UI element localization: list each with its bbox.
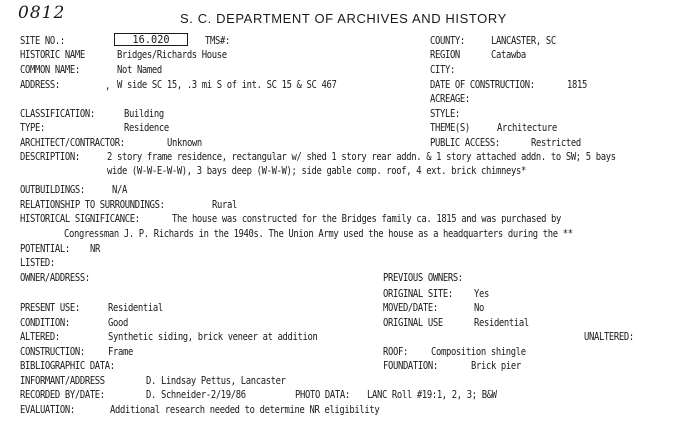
original-use-label: ORIGINAL USE xyxy=(383,317,443,329)
owner-address-label: OWNER/ADDRESS: xyxy=(20,272,90,284)
historic-name-value: Bridges/Richards House xyxy=(117,49,227,61)
unaltered-label: UNALTERED: xyxy=(584,331,634,343)
classification-label: CLASSIFICATION: xyxy=(20,108,95,120)
moved-date-label: MOVED/DATE: xyxy=(383,302,438,314)
classification-value: Building xyxy=(124,108,164,120)
site-no-label: SITE NO.: xyxy=(20,35,65,47)
moved-date-value: No xyxy=(474,302,484,314)
historical-significance-line-2: Congressman J. P. Richards in the 1940s. The Union Army used the house as a headquarters during the ** xyxy=(64,228,573,240)
evaluation-value: Additional research needed to determine NR eligibility xyxy=(110,404,380,416)
date-of-construction-value: 1815 xyxy=(567,79,587,91)
original-use-value: Residential xyxy=(474,317,529,329)
informant-label: INFORMANT/ADDRESS xyxy=(20,375,105,387)
historic-name-label: HISTORIC NAME xyxy=(20,49,85,61)
foundation-label: FOUNDATION: xyxy=(383,360,438,372)
card-number: 0812 xyxy=(18,3,66,23)
architect-label: ARCHITECT/CONTRACTOR: xyxy=(20,137,125,149)
condition-value: Good xyxy=(108,317,128,329)
original-site-label: ORIGINAL SITE: xyxy=(383,288,453,300)
roof-label: ROOF: xyxy=(383,346,408,358)
header-title: S. C. DEPARTMENT OF ARCHIVES AND HISTORY xyxy=(180,11,507,26)
description-label: DESCRIPTION: xyxy=(20,151,80,163)
condition-label: CONDITION: xyxy=(20,317,70,329)
site-no-value: 16.020 xyxy=(132,34,170,46)
relationship-label: RELATIONSHIP TO SURROUNDINGS: xyxy=(20,199,165,211)
region-value: Catawba xyxy=(491,49,526,61)
potential-label: POTENTIAL: xyxy=(20,243,70,255)
type-value: Residence xyxy=(124,122,169,134)
tms-label: TMS#: xyxy=(205,35,230,47)
date-of-construction-label: DATE OF CONSTRUCTION: xyxy=(430,79,535,91)
present-use-value: Residential xyxy=(108,302,163,314)
style-label: STYLE: xyxy=(430,108,460,120)
architect-value: Unknown xyxy=(167,137,202,149)
photo-data-value: LANC Roll #19:1, 2, 3; B&W xyxy=(367,389,497,401)
city-label: CITY: xyxy=(430,64,455,76)
public-access-label: PUBLIC ACCESS: xyxy=(430,137,500,149)
relationship-value: Rural xyxy=(212,199,237,211)
original-site-value: Yes xyxy=(474,288,489,300)
address-mark: , xyxy=(105,80,110,92)
altered-label: ALTERED: xyxy=(20,331,60,343)
address-value: W side SC 15, .3 mi S of int. SC 15 & SC 467 xyxy=(117,79,337,91)
construction-value: Frame xyxy=(108,346,133,358)
potential-value: NR xyxy=(90,243,100,255)
acreage-label: ACREAGE: xyxy=(430,93,470,105)
county-label: COUNTY: xyxy=(430,35,465,47)
recorded-value: D. Schneider-2/19/86 xyxy=(146,389,246,401)
type-label: TYPE: xyxy=(20,122,45,134)
description-line-2: wide (W-W-E-W-W), 3 bays deep (W-W-W); side gable comp. roof, 4 ext. brick chimneys* xyxy=(107,165,526,177)
common-name-value: Not Named xyxy=(117,64,162,76)
common-name-label: COMMON NAME: xyxy=(20,64,80,76)
previous-owners-label: PREVIOUS OWNERS: xyxy=(383,272,463,284)
county-value: LANCASTER, SC xyxy=(491,35,556,47)
construction-label: CONSTRUCTION: xyxy=(20,346,85,358)
bibliographic-label: BIBLIOGRAPHIC DATA: xyxy=(20,360,115,372)
region-label: REGION xyxy=(430,49,460,61)
photo-data-label: PHOTO DATA: xyxy=(295,389,350,401)
historical-significance-label: HISTORICAL SIGNIFICANCE: xyxy=(20,213,140,225)
recorded-label: RECORDED BY/DATE: xyxy=(20,389,105,401)
evaluation-label: EVALUATION: xyxy=(20,404,75,416)
informant-value: D. Lindsay Pettus, Lancaster xyxy=(146,375,286,387)
historical-significance-line-1: The house was constructed for the Bridges family ca. 1815 and was purchased by xyxy=(172,213,562,225)
outbuildings-label: OUTBUILDINGS: xyxy=(20,184,85,196)
description-line-1: 2 story frame residence, rectangular w/ shed 1 story rear addn. & 1 story attached addn. to SW; 5 bays xyxy=(107,151,616,163)
altered-value: Synthetic siding, brick veneer at addition xyxy=(108,331,318,343)
roof-value: Composition shingle xyxy=(431,346,526,358)
themes-value: Architecture xyxy=(497,122,557,134)
address-label: ADDRESS: xyxy=(20,79,60,91)
public-access-value: Restricted xyxy=(531,137,581,149)
listed-label: LISTED: xyxy=(20,257,55,269)
foundation-value: Brick pier xyxy=(471,360,521,372)
present-use-label: PRESENT USE: xyxy=(20,302,80,314)
outbuildings-value: N/A xyxy=(112,184,127,196)
themes-label: THEME(S) xyxy=(430,122,470,134)
